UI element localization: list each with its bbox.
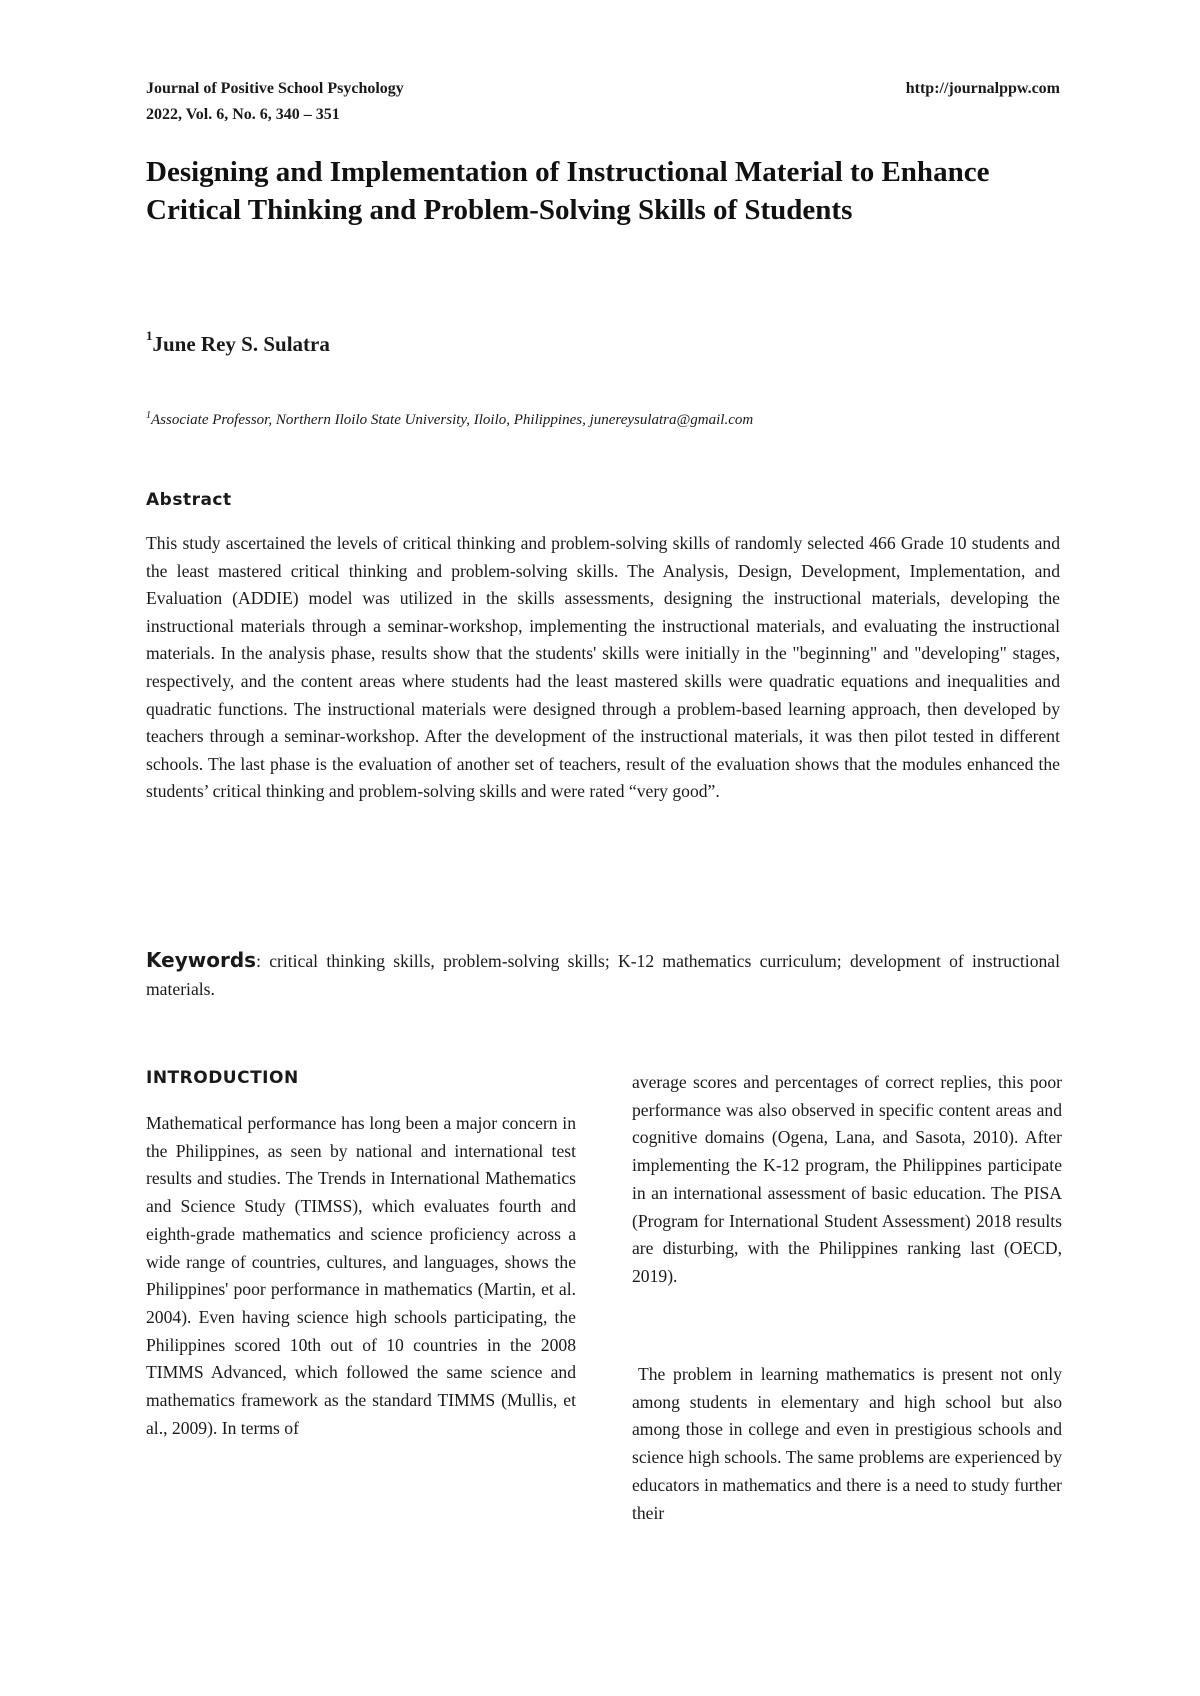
introduction-right-paragraph-2: The problem in learning mathematics is present not only among students in elementary and high school but also among those in college and even in prestigious schools and science high schools. The same problems are experienced by educators in mathematics and there is a need to study further their	[632, 1364, 1062, 1523]
abstract-body: This study ascertained the levels of critical thinking and problem-solving skills of randomly selected 466 Grade 10 students and the least mastered critical thinking and problem-solving skills. The Analysis, Design, Development, Implementation, and Evaluation (ADDIE) model was utilized in the skills assessments, designing the instructional materials, developing the instructional materials through a seminar-workshop, implementing the instructional materials, and evaluating the instructional materials. In the analysis phase, results show that the students' skills were initially in the "beginning" and "developing" stages, respectively, and the content areas where students had the least mastered skills were quadratic equations and inequalities and quadratic functions. The instructional materials were designed through a problem-based learning approach, then developed by teachers through a seminar-workshop. After the development of the instructional materials, it was then pilot tested in different schools. The last phase is the evaluation of another set of teachers, result of the evaluation shows that the modules enhanced the students’ critical thinking and problem-solving skills and were rated “very good”.	[146, 533, 1060, 802]
volume-info: 2022, Vol. 6, No. 6, 340 – 351	[146, 106, 340, 123]
affiliation-superscript: 1	[146, 410, 151, 421]
keywords-text: : critical thinking skills, problem-solving skills; K-12 mathematics curriculum; development of instructional materials.	[146, 951, 1060, 999]
keywords	[146, 947, 1060, 1003]
affiliation	[146, 410, 753, 429]
author-line	[146, 328, 330, 357]
author-name: June Rey S. Sulatra	[152, 332, 330, 356]
paper-title: Designing and Implementation of Instructional Material to Enhance Critical Thinking and Problem-Solving Skills of Students	[146, 156, 990, 226]
abstract-heading: Abstract	[146, 490, 232, 510]
running-header-left	[146, 76, 404, 128]
affiliation-text: Associate Professor, Northern Iloilo State University, Iloilo, Philippines, junereysulatra@gmail.com	[151, 412, 754, 428]
keywords-label: Keywords	[146, 948, 257, 972]
journal-name: Journal of Positive School Psychology	[146, 80, 404, 97]
introduction-left-column: Mathematical performance has long been a major concern in the Philippines, as seen by national and international test results and studies. The Trends in International Mathematics and Science Study (TIMSS), which evaluates fourth and eighth-grade mathematics and science proficiency across a wide range of countries, cultures, and languages, shows the Philippines' poor performance in mathematics (Martin, et al. 2004). Even having science high schools participating, the Philippines scored 10th out of 10 countries in the 2008 TIMMS Advanced, which followed the same science and mathematics framework as the standard TIMMS (Mullis, et al., 2009). In terms of	[146, 1113, 576, 1438]
introduction-heading: INTRODUCTION	[146, 1068, 299, 1088]
introduction-right-paragraph-1: average scores and percentages of correct replies, this poor performance was also observed in specific content areas and cognitive domains (Ogena, Lana, and Sasota, 2010). After implementing the K-12 program, the Philippines participate in an international assessment of basic education. The PISA (Program for International Student Assessment) 2018 results are disturbing, with the Philippines ranking last (OECD, 2019).	[632, 1072, 1062, 1286]
journal-url: http://journalppw.com	[905, 80, 1060, 97]
author-superscript: 1	[146, 328, 153, 343]
